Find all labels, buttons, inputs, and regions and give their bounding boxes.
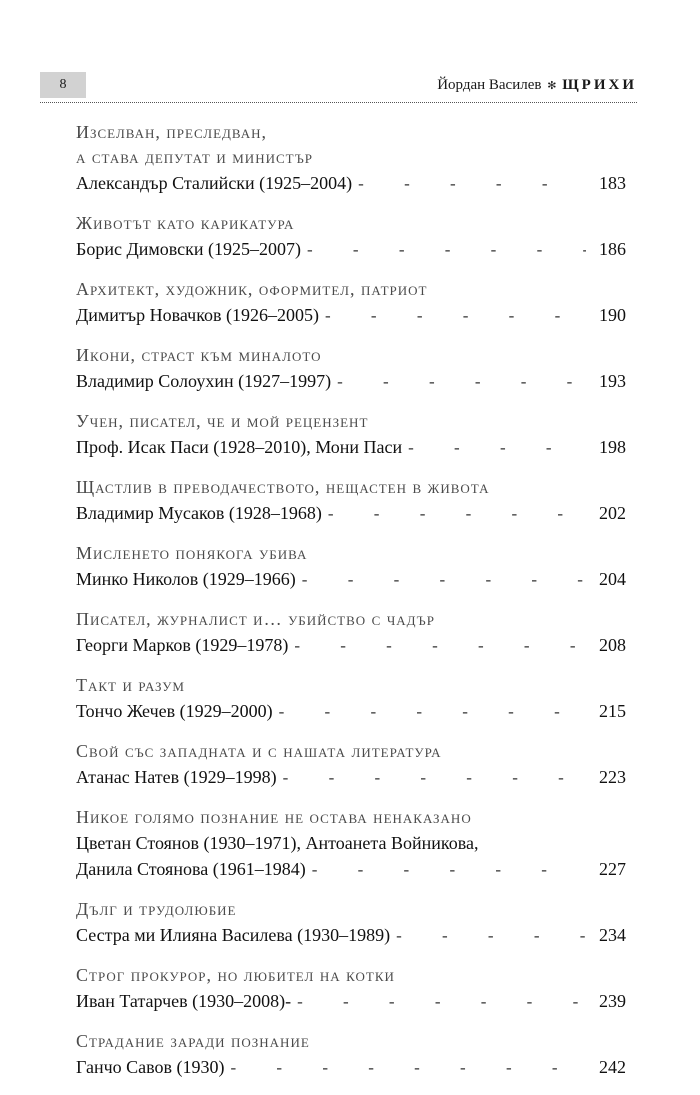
toc-entry-line [76, 632, 626, 659]
toc-entry-page: 239 [599, 991, 626, 1011]
toc-entry-author: Иван Татарчев (1930–2008)- [76, 991, 292, 1011]
toc-entry[interactable] [76, 211, 626, 263]
toc-entry-author: Ганчо Савов (1930) [76, 1057, 225, 1077]
toc-entry-line [76, 764, 626, 791]
toc-entry-title: Изселван, преследван, [76, 122, 268, 142]
toc-entry-line [76, 368, 626, 395]
toc-entry-page: 242 [599, 1057, 626, 1077]
dot-leader [408, 435, 586, 461]
toc-entry-title: Никое голямо познание не остава ненаказано [76, 807, 472, 827]
dot-leader [307, 237, 586, 263]
toc-entry-page: 190 [599, 305, 626, 325]
toc-entry-title: Учен, писател, че и мой рецензент [76, 411, 369, 431]
toc-entry-title: Щастлив в преводачеството, нещастен в живота [76, 477, 490, 497]
toc-entry-line [76, 170, 626, 197]
dot-leader [294, 633, 586, 659]
toc-entry-author: Владимир Солоухин (1927–1997) [76, 371, 332, 391]
toc-entry-line [76, 988, 626, 1015]
toc-entry-author: Сестра ми Илияна Василева (1930–1989) [76, 925, 391, 945]
dot-leader [312, 857, 586, 883]
page-number: 8 [40, 72, 86, 98]
toc-entry-line [76, 922, 626, 949]
dot-leader [302, 567, 586, 593]
toc-entry-line [76, 698, 626, 725]
toc-entry-author: Димитър Новачков (1926–2005) [76, 305, 320, 325]
toc-entry-line [76, 236, 626, 263]
toc-entry-line [76, 856, 626, 883]
dot-leader [283, 765, 586, 791]
toc-entry-page: 234 [599, 925, 626, 945]
toc-entry-author-line: Цветан Стоянов (1930–1971), Антоанета Войникова, [76, 833, 479, 853]
toc-entry-title: Мисленето понякога убива [76, 543, 308, 563]
toc-entry[interactable] [76, 963, 626, 1015]
toc-entry-page: 215 [599, 701, 626, 721]
toc-entry-author: Проф. Исак Паси (1928–2010), Мони Паси [76, 437, 403, 457]
toc-entry[interactable] [76, 673, 626, 725]
toc-entry-title: Такт и разум [76, 675, 185, 695]
toc-entry-title: Писател, журналист и… убийство с чадър [76, 609, 435, 629]
toc-entry-title: Икони, страст към миналото [76, 345, 322, 365]
toc-entry-title: Архитект, художник, оформител, патриот [76, 279, 428, 299]
dot-leader [279, 699, 586, 725]
toc-entry-line [76, 566, 626, 593]
toc-entry-line [76, 302, 626, 329]
toc-entry-line [76, 1054, 626, 1081]
toc-entry-page: 198 [599, 437, 626, 457]
toc-entry-title: а става депутат и министър [76, 147, 313, 167]
running-head-book-title: ЩРИХИ [562, 77, 637, 93]
toc-entry-page: 208 [599, 635, 626, 655]
ornament-icon: ✻ [547, 80, 557, 92]
toc-entry-author: Тончо Жечев (1929–2000) [76, 701, 273, 721]
toc-entry-page: 186 [599, 239, 626, 259]
running-header [40, 72, 637, 103]
toc-entry-title: Животът като карикатура [76, 213, 295, 233]
toc-entry-page: 223 [599, 767, 626, 787]
toc-entry-page: 204 [599, 569, 626, 589]
toc-entry[interactable] [76, 541, 626, 593]
dot-leader [297, 989, 586, 1015]
toc-entry-page: 202 [599, 503, 626, 523]
toc-entry-author: Данила Стоянова (1961–1984) [76, 859, 306, 879]
toc-entry-page: 193 [599, 371, 626, 391]
toc-entry-author: Атанас Натев (1929–1998) [76, 767, 277, 787]
dot-leader [231, 1055, 587, 1081]
dot-leader [358, 171, 586, 197]
toc-entry[interactable] [76, 475, 626, 527]
dot-leader [396, 923, 586, 949]
toc-entry-author: Борис Димовски (1925–2007) [76, 239, 302, 259]
toc-entry[interactable] [76, 805, 626, 883]
running-head [437, 74, 637, 97]
toc-entry-title: Страдание заради познание [76, 1031, 310, 1051]
toc-entry-author: Георги Марков (1929–1978) [76, 635, 289, 655]
toc-entry[interactable] [76, 120, 626, 197]
toc-entry-line [76, 434, 626, 461]
toc-entry-page: 183 [599, 173, 626, 193]
toc-entry[interactable] [76, 897, 626, 949]
toc-entry[interactable] [76, 739, 626, 791]
table-of-contents [76, 120, 626, 1095]
toc-entry[interactable] [76, 409, 626, 461]
toc-entry-title: Дълг и трудолюбие [76, 899, 237, 919]
toc-entry-title: Строг прокурор, но любител на котки [76, 965, 395, 985]
toc-entry-author: Минко Николов (1929–1966) [76, 569, 296, 589]
toc-entry[interactable] [76, 1029, 626, 1081]
dot-leader [337, 369, 586, 395]
toc-entry[interactable] [76, 277, 626, 329]
dot-leader [325, 303, 586, 329]
running-head-author: Йордан Василев [437, 77, 542, 93]
toc-entry[interactable] [76, 343, 626, 395]
toc-entry[interactable] [76, 607, 626, 659]
toc-entry-author: Владимир Мусаков (1928–1968) [76, 503, 322, 523]
dot-leader [328, 501, 586, 527]
toc-entry-author: Александър Сталийски (1925–2004) [76, 173, 353, 193]
toc-entry-page: 227 [599, 859, 626, 879]
toc-entry-line [76, 500, 626, 527]
toc-entry-title: Свой със западната и с нашата литература [76, 741, 442, 761]
